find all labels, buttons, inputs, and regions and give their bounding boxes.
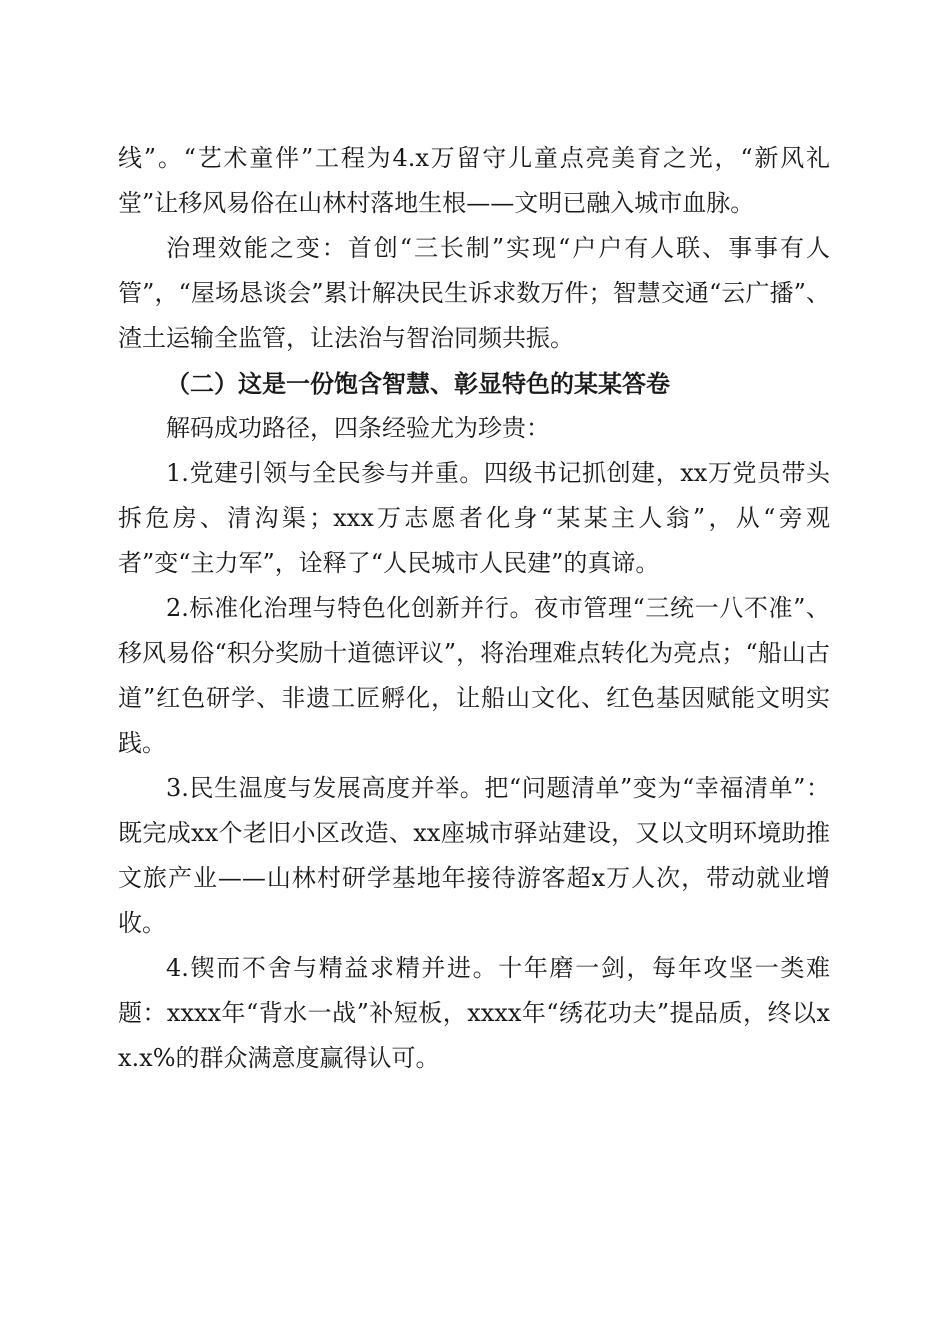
paragraph-item-1: 1.党建引领与全民参与并重。四级书记抓创建，xx万党员带头拆危房、清沟渠；xxx万志愿者化身“某某主人翁”，从“旁观者”变“主力军”，诠释了“人民城市人民建”的真谛。 — [118, 459, 830, 577]
document-body — [118, 136, 830, 1081]
paragraph-continuation: 线”。“艺术童伴”工程为4.x万留守儿童点亮美育之光，“新风礼堂”让移风易俗在山林村落地生根——文明已融入城市血脉。 — [118, 144, 830, 217]
paragraph-governance: 治理效能之变：首创“三长制”实现“户户有人联、事事有人管”，“屋场恳谈会”累计解决民生诉求数万件；智慧交通“云广播”、渣土运输全监管，让法治与智治同频共振。 — [118, 234, 830, 352]
paragraph-item-3: 3.民生温度与发展高度并举。把“问题清单”变为“幸福清单”：既完成xx个老旧小区改造、xx座城市驿站建设，又以文明环境助推文旅产业——山林村研学基地年接待游客超x万人次，带动就业增收。 — [118, 774, 830, 937]
paragraph-item-4: 4.锲而不舍与精益求精并进。十年磨一剑，每年攻坚一类难题：xxxx年“背水一战”补短板，xxxx年“绣花功夫”提品质，终以xx.x%的群众满意度赢得认可。 — [118, 954, 830, 1072]
section-heading: （二）这是一份饱含智慧、彰显特色的某某答卷 — [166, 369, 670, 398]
paragraph-intro: 解码成功路径，四条经验尤为珍贵： — [166, 414, 550, 442]
paragraph-item-2: 2.标准化治理与特色化创新并行。夜市管理“三统一八不准”、移风易俗“积分奖励十道德评议”，将治理难点转化为亮点；“船山古道”红色研学、非遗工匠孵化，让船山文化、红色基因赋能文明实践。 — [118, 594, 830, 757]
